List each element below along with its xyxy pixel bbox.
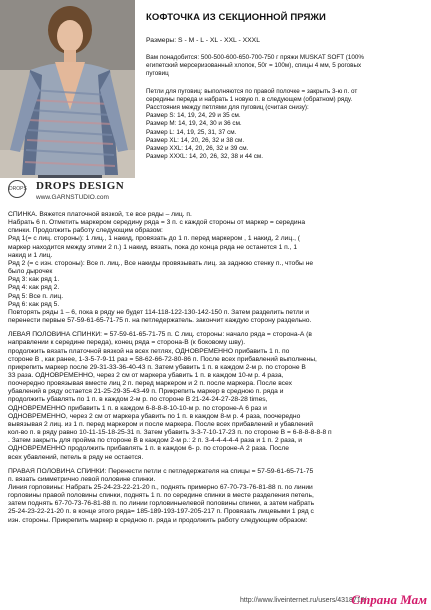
instruction-line: было дырочек (8, 268, 53, 276)
instruction-line: перенести первые 57-59-61-65-71-75 п. на петледержатель. закончит каждую сторону раздельно. (8, 317, 312, 325)
garnstudio-emblem-icon: DROPS (8, 180, 26, 198)
sizes-line: Размеры: S - M - L - XL - XXL - XXXL (146, 37, 260, 44)
instruction-line: Ряд 3: как ряд 1. (8, 276, 60, 284)
instruction-line: Набрать 6 п. Отметить маркером середину ряда = 3 п. с каждой стороны от маркер = середина (8, 219, 306, 227)
drops-logo (0, 178, 135, 208)
instruction-line: затем поднять 67-70-73-76-81-88 п. по линии горловиныелевой половины спинки, а затем набрать (8, 500, 315, 508)
instruction-line: ПРАВАЯ ПОЛОВИНА СПИНКИ: Перенести петли с петледержателя на спицы = 57-59-61-65-71-75 (8, 467, 314, 475)
buttonhole-size-line: Размер XXL: 14, 20, 26, 32 и 39 см. (146, 145, 249, 153)
materials-line: Вам понадобится: 500-500-600-650-700-750 г пряжи MUSKAT SOFT (100% (146, 54, 364, 61)
instruction-line: Линия горловины: Набрать 25-24-23-22-21-20 п., поднять примерно 67-70-73-76-81-88 п. по линии (8, 484, 313, 491)
instruction-line: всех убавлений, петель в ряду не остается. (8, 453, 144, 461)
instruction-line: продолжить вязать платочной вязкой на всех петлях, ОДНОВРЕМЕННО прибавить 1 п. по (8, 347, 290, 355)
instruction-line: Ряд 1(= с лиц. стороны): 1 лиц., 1 накид, провязать до 1 п. перед маркером , 1 накид, 2 лиц., ( (8, 235, 301, 243)
materials-text (146, 54, 426, 79)
source-url: http://www.liveinternet.ru/users/4318710/ (240, 597, 367, 604)
product-photo (0, 0, 135, 208)
buttonhole-size-line: Размер S: 14, 19, 24, 29 и 35 см. (146, 112, 241, 120)
buttonhole-line: середины переда и набрать 1 новую п. в следующем (обратном) ряду. (146, 95, 353, 103)
pattern-header (146, 6, 426, 161)
page-title: КОФТОЧКА ИЗ СЕКЦИОННОЙ ПРЯЖИ (146, 12, 326, 23)
pattern-instructions (8, 211, 426, 525)
instruction-line: Повторять ряды 1 – 6, пока в ряду не будет 114-118-122-130-142-150 п. Затем разделить петли и (8, 308, 309, 316)
instruction-line: 25-24-23-22-21-20 п. в конце этого ряда= 185-189-193-197-205-217 п. Провязать лицевыми 1 ряд с (8, 508, 314, 516)
strana-mam-logo: Страна Мам (351, 592, 427, 607)
instruction-line: СПИНКА. Вяжется платочной вязкой, т.е все ряды – лиц. п. (8, 211, 192, 218)
instruction-line: ЛЕВАЯ ПОЛОВИНА СПИНКИ: = 57-59-61-65-71-75 п. С лиц. стороны: начало ряда = сторона-А (в (8, 331, 312, 339)
logo-brand: DROPS DESIGN (36, 180, 125, 192)
instruction-line: убавлений в ряду остается 21-25-29-35-43-49 п. Прикрепить маркер в средною п. ряда и (8, 388, 284, 396)
buttonhole-size-line: Размер M: 14, 19, 24, 30 и 36 см. (146, 120, 242, 128)
instruction-line: Ряд 5: Все п. лиц. (8, 292, 64, 300)
instruction-line: стороне В , как ранее, 1-3-5-7-9-11 раз = 58-62-66-72-80-86 п. После всех прибавлений выполнены, (8, 355, 317, 363)
buttonhole-size-line: Размер L: 14, 19, 25, 31, 37 см. (146, 128, 237, 136)
instruction-line: Ряд 2 (= с изн. стороны): Все п. лиц., Все накиды провязывать лиц. за заднюю стенку п., чтобы не (8, 259, 314, 267)
instruction-line: Ряд 4: как ряд 2. (8, 284, 60, 292)
instruction-line: . Затем закрыть для пройма по стороне В в каждом 2-м р.: 2 п. 3-4-4-4-4-4 раза и 1 п. 2 раза, и (8, 437, 303, 445)
instruction-line: прикрепить маркер после 29-31-33-36-40-43 п. Затем убавить 1 п. в каждом 2-м р. по стороне В (8, 363, 306, 371)
materials-line: египетский мерсеризованный хлопок, 50г = 100м), спицы 4 мм, 5 роговых (146, 62, 362, 70)
instruction-line: ОДНОВРЕМЕННО, через 2 см от маркера убавить по 1 п. в каждом 8-м р. 4 раза, поочередно (8, 412, 301, 420)
instruction-line: спинки. Продолжить работу следующим образом: (8, 227, 163, 235)
instruction-line: кол-во п. в ряду равно 10-11-15-18-25-31 п. Затем убавить 3-3-7-10-17-23 п. по стороне В = 6-8-8-8-8-8 п (8, 429, 332, 437)
instruction-line: направлении к середине переда), конец ряда = сторона-В (к боковому шву). (8, 339, 246, 347)
instruction-line: накид и 1 лиц. (8, 251, 53, 259)
instruction-line: маркер находится между этими 2 п.) 1 накид, вязать, пока до конца ряда не останется 1 п., 1 (8, 243, 298, 251)
buttonhole-size-line: Размер XXXL: 14, 20, 26, 32, 38 и 44 см. (146, 153, 264, 161)
instruction-line: продолжить убавлять по 1 п. в каждом 2-м р. по стороне В 21-24-24-27-28-28 times, (8, 396, 268, 404)
instruction-line: ОДНОВРЕМЕННО продолжить прибавлять 1 п. в каждом 6- р. по стороне-А 2 раза. После (8, 445, 289, 453)
instruction-line: 33 раза. ОДНОВРЕМЕННО, через 2 см от маркера убавить 1 п. в каждом 10-м р. 4 раза, (8, 371, 284, 379)
model-photo-illustration (0, 0, 135, 208)
footer (0, 594, 431, 610)
logo-site: www.GARNSTUDIO.com (36, 194, 109, 201)
instruction-line: Ряд 6: как ряд 5. (8, 300, 60, 308)
materials-line: пуговиц (146, 70, 169, 78)
buttonhole-info (146, 88, 426, 162)
instruction-line: ОДНОВРЕМЕННО прибавить 1 п. в каждом 6-8-8-8-10-10-м р. по стороне-А 6 раз и (8, 404, 267, 412)
instruction-line: вывязывая 2 лиц. из 1 п. перед маркером и после маркера. После всех прибавлений и убавлений (8, 420, 314, 428)
instruction-line: поочередно провязывая вместе лиц 2 п. перед маркером и 2 п. после маркера. После всех (8, 380, 292, 388)
buttonhole-size-line: Размер XL: 14, 20, 26, 32 и 38 см. (146, 136, 245, 144)
instruction-line: горловины правой половины спинки, поднять 1 п. по середине спинки в месте разделения петель, (8, 492, 314, 500)
instruction-line: п. вязать симметрично левой половине спинки. (8, 475, 156, 483)
instruction-line: изн. стороны. Прикрепить маркер в средною п. ряда и продолжить работу следующим образом: (8, 516, 308, 524)
buttonhole-line: Расстояния между петлями для пуговиц (считая снизу): (146, 104, 309, 112)
buttonhole-line: Петли для пуговиц: выполняются по правой полочке = закрыть 3-ю п. от (146, 87, 358, 95)
